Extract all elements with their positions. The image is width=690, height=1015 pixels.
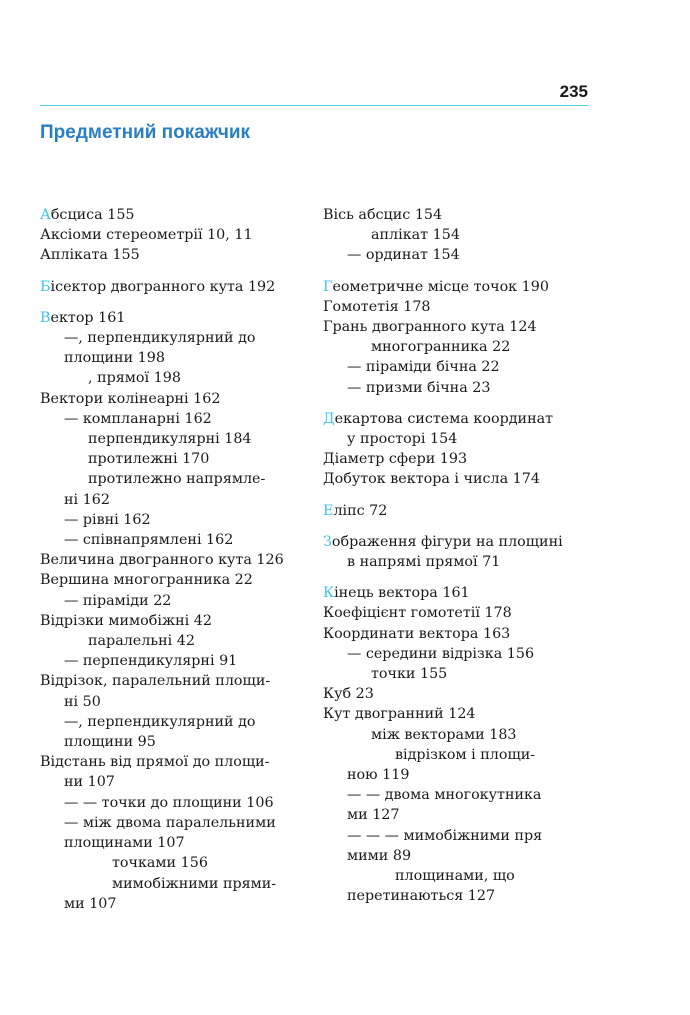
index-heading: Предметний покажчик: [40, 122, 251, 143]
index-entry: — перпендикулярні 91: [64, 653, 238, 670]
letter-initial: Г: [323, 278, 333, 295]
index-entry: — піраміди бічна 22: [347, 359, 500, 376]
index-entry: — середини відрізка 156: [347, 645, 535, 662]
index-entry: [323, 501, 598, 521]
index-entry: Величина двогранного кута 126: [40, 552, 284, 569]
index-entry: Добуток вектора і числа 174: [323, 471, 540, 488]
index-entry: — співнапрямлені 162: [64, 532, 234, 549]
index-entry: Коефіцієнт гомотетії 178: [323, 605, 512, 622]
letter-initial: К: [323, 585, 335, 602]
letter-initial: Е: [323, 502, 334, 519]
index-entry: — рівні 162: [64, 511, 151, 528]
index-entry: [323, 277, 598, 297]
index-entry: в напрямі прямої 71: [347, 554, 501, 571]
entry-text: екартова система координат: [334, 410, 554, 427]
index-entry: паралельні 42: [88, 633, 195, 650]
index-entry: у просторі 154: [347, 431, 458, 448]
index-entry: відрізком і площи-: [395, 746, 536, 763]
letter-initial: В: [40, 309, 51, 326]
index-entry: Грань двогранного кута 124: [323, 319, 537, 336]
entry-text: ектор 161: [50, 309, 126, 326]
index-entry: Координати вектора 163: [323, 625, 511, 642]
index-entry: мимобіжними прями-: [112, 875, 277, 892]
index-entry: [323, 583, 598, 603]
index-entry: ми 127: [347, 807, 400, 824]
header-rule: [40, 105, 588, 106]
index-entry: площини 95: [64, 734, 156, 751]
index-entry: площини 198: [64, 350, 165, 367]
entry-text: бсциса 155: [50, 207, 135, 223]
index-entry: точками 156: [112, 855, 208, 872]
page-number: 235: [559, 82, 588, 101]
index-entry: Вершина многогранника 22: [40, 572, 253, 589]
index-entry: [323, 532, 598, 552]
index-entry: Аксіоми стереометрії 10, 11: [40, 227, 253, 244]
index-entry: [40, 308, 310, 328]
index-entry: Куб 23: [323, 686, 374, 703]
index-entry: протилежно напрямле-: [88, 471, 266, 488]
index-entry: ною 119: [347, 767, 410, 784]
index-entry: Відстань від прямої до площи-: [40, 754, 270, 771]
index-entry: — піраміди 22: [64, 592, 172, 609]
index-entry: Відрізок, паралельний площи-: [40, 673, 271, 690]
entry-text: еометричне місце точок 190: [332, 278, 549, 295]
index-entry: — призми бічна 23: [347, 379, 491, 396]
index-entry: протилежні 170: [88, 451, 210, 468]
index-entry: точки 155: [371, 666, 448, 683]
index-entry: аплікат 154: [371, 227, 460, 244]
index-entry: перпендикулярні 184: [88, 431, 252, 448]
index-entry: [323, 409, 598, 429]
entry-text: ліпс 72: [333, 502, 388, 519]
index-entry: Кут двогранний 124: [323, 706, 476, 723]
index-left-column: [40, 205, 310, 914]
index-entry: ми 107: [64, 895, 117, 912]
index-entry: [40, 277, 310, 297]
index-entry: —, перпендикулярний до: [64, 330, 256, 347]
letter-initial: Б: [40, 278, 51, 295]
index-entry: ні 50: [64, 693, 101, 710]
entry-text: ображення фігури на площині: [331, 533, 563, 550]
letter-initial: Д: [323, 410, 335, 427]
entry-text: ісектор двогранного кута 192: [50, 278, 276, 295]
index-right-column: [323, 205, 598, 907]
index-entry: Апліката 155: [40, 247, 140, 264]
letter-initial: А: [40, 207, 51, 223]
entry-text: інець вектора 161: [334, 585, 470, 602]
index-entry: Вектори колінеарні 162: [40, 390, 221, 407]
index-entry: площинами 107: [64, 835, 185, 852]
index-entry: між векторами 183: [371, 726, 517, 743]
index-entry: — — точки до площини 106: [64, 794, 274, 811]
index-entry: — між двома паралельними: [64, 814, 276, 831]
index-entry: [40, 205, 310, 225]
index-entry: — — двома многокутника: [347, 787, 542, 804]
index-entry: многогранника 22: [371, 339, 511, 356]
index-entry: перетинаються 127: [347, 888, 496, 905]
index-entry: — компланарні 162: [64, 410, 212, 427]
index-entry: площинами, що: [395, 868, 515, 885]
index-entry: , прямої 198: [88, 370, 181, 387]
index-entry: ни 107: [64, 774, 115, 791]
index-entry: Гомотетія 178: [323, 298, 431, 315]
letter-initial: З: [323, 533, 332, 550]
index-entry: ні 162: [64, 491, 110, 508]
index-entry: Відрізки мимобіжні 42: [40, 612, 212, 629]
index-entry: — ординат 154: [347, 247, 460, 264]
index-entry: —, перпендикулярний до: [64, 713, 256, 730]
index-entry: Діаметр сфери 193: [323, 451, 468, 468]
index-entry: Вісь абсцис 154: [323, 207, 443, 223]
index-entry: мими 89: [347, 847, 412, 864]
index-entry: — — — мимобіжними пря: [347, 827, 543, 844]
